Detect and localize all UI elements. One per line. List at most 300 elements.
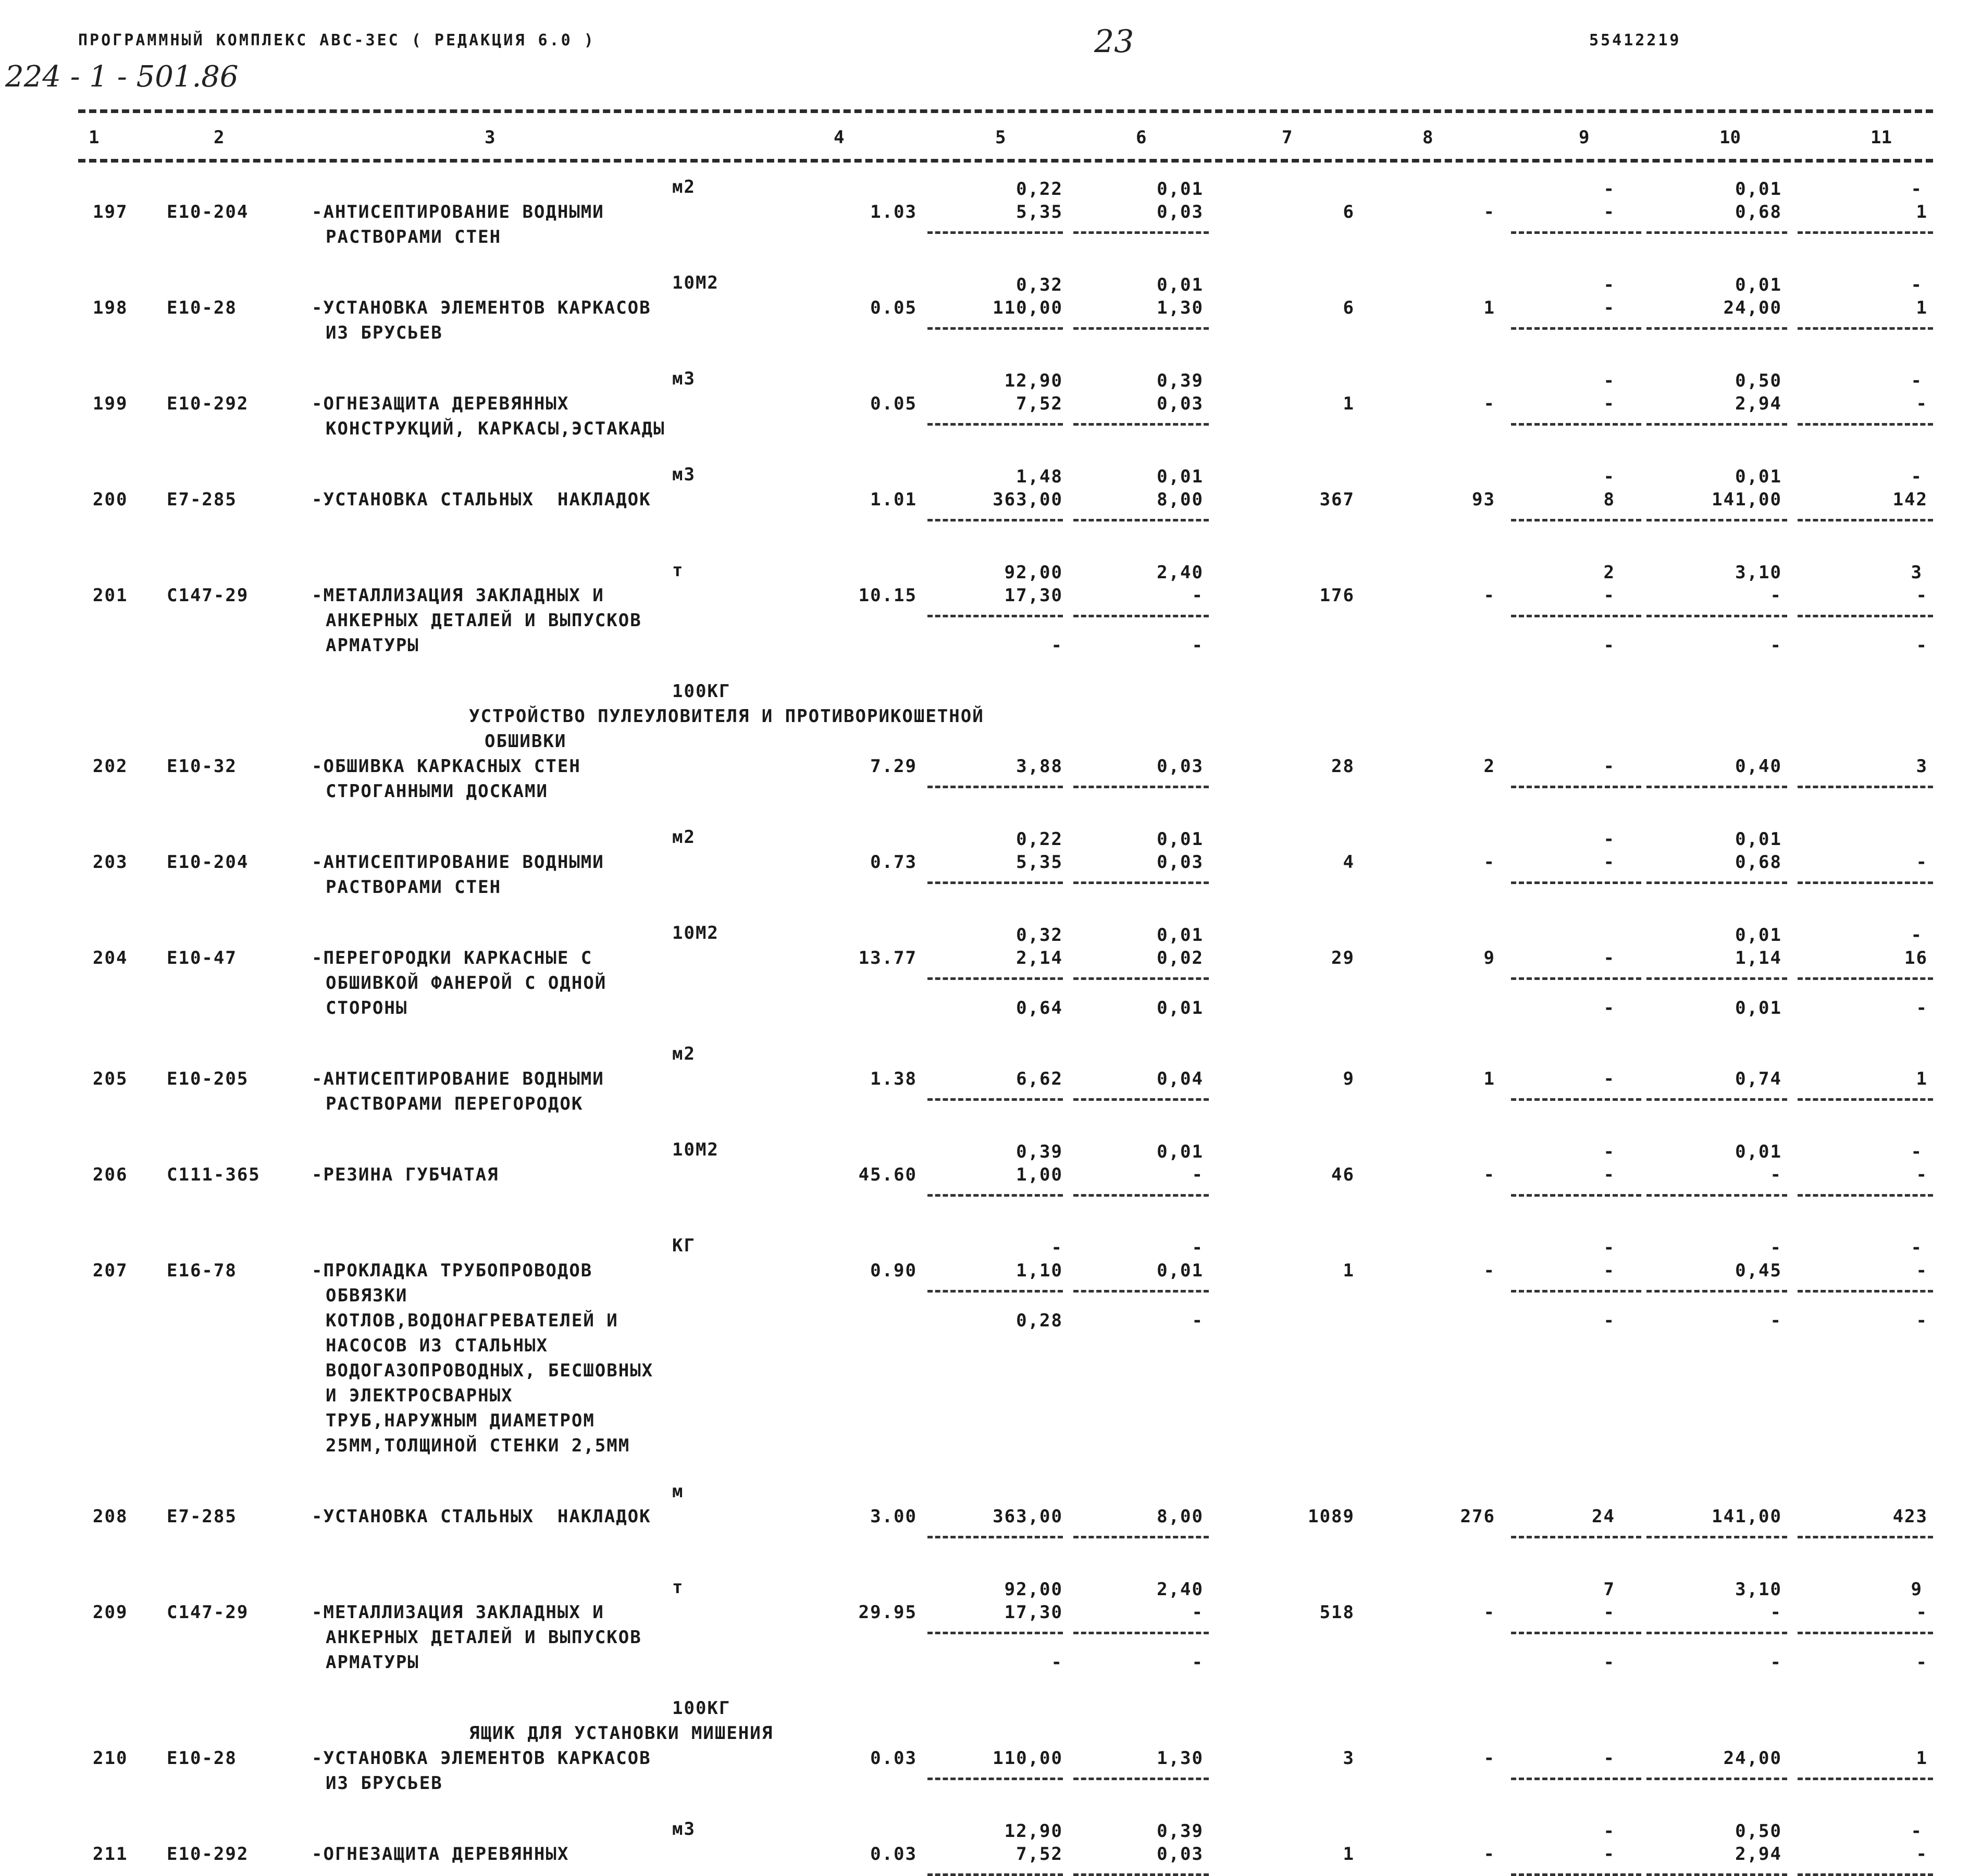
quantity: 10.15 (858, 585, 917, 606)
work-description: -РЕЗИНА ГУБЧАТАЯ (312, 1164, 499, 1185)
cell-separator (1073, 1536, 1209, 1538)
rate-code: Е10-28 (167, 1748, 237, 1769)
col10-upper: 3,10 (1735, 1579, 1782, 1600)
col6-value: 0,01 (1157, 1260, 1204, 1281)
row-number: 198 (93, 297, 128, 318)
quantity: 1.01 (870, 489, 917, 510)
col5-value: 3,88 (1016, 756, 1063, 777)
rate-code: Е7-285 (167, 489, 237, 510)
col6-value: 0,03 (1157, 393, 1204, 414)
col9-upper: - (1603, 179, 1615, 200)
quantity: 13.77 (858, 948, 917, 968)
col11-value: - (1916, 1260, 1928, 1281)
quantity: 3.00 (870, 1506, 917, 1527)
cell-separator (1073, 977, 1209, 980)
col5-upper: 1,48 (1016, 466, 1063, 487)
col11-upper: - (1911, 925, 1923, 946)
col10-value: 141,00 (1712, 489, 1782, 510)
col10-value: - (1770, 1602, 1782, 1623)
row-number: 207 (93, 1260, 128, 1281)
work-description: -МЕТАЛЛИЗАЦИЯ ЗАКЛАДНЫХ И (312, 1602, 604, 1623)
cell-separator (1073, 1098, 1209, 1101)
row-number: 209 (93, 1602, 128, 1623)
cell-separator (927, 327, 1063, 330)
col6-upper: 0,01 (1157, 925, 1204, 946)
row-number: 206 (93, 1164, 128, 1185)
rate-code: С111-365 (167, 1164, 261, 1185)
rate-code: С147-29 (167, 585, 249, 606)
col9-value: - (1603, 1260, 1615, 1281)
col11-upper: - (1911, 1141, 1923, 1162)
col10-upper: 3,10 (1735, 562, 1782, 583)
cell-separator (1073, 615, 1209, 617)
col9-upper: - (1603, 466, 1615, 487)
col11-value: - (1916, 1602, 1928, 1623)
quantity: 0.05 (870, 393, 917, 414)
col10-value: 141,00 (1712, 1506, 1782, 1527)
cell-separator (1798, 231, 1933, 234)
cell-separator (1073, 1873, 1209, 1876)
col6-upper: - (1192, 1237, 1204, 1258)
cell-separator (927, 881, 1063, 884)
rate-code: Е10-204 (167, 202, 249, 222)
col11-value: - (1916, 1164, 1928, 1185)
unit-of-measure: м2 (672, 177, 696, 197)
col11-lower: - (1916, 998, 1928, 1018)
cell-separator (1073, 1194, 1209, 1197)
col7-value: 46 (1331, 1164, 1355, 1185)
col10-value: - (1770, 585, 1782, 606)
col5-value: 17,30 (1004, 1602, 1063, 1623)
quantity: 0.03 (870, 1844, 917, 1865)
col7-value: 9 (1343, 1069, 1355, 1089)
col9-value: - (1603, 1844, 1615, 1865)
col9-value: - (1603, 297, 1615, 318)
col7-value: 1089 (1308, 1506, 1355, 1527)
work-description: ВОДОГАЗОПРОВОДНЫХ, БЕСШОВНЫХ (326, 1360, 654, 1381)
col6-lower: - (1192, 635, 1204, 656)
col7-value: 1 (1343, 1260, 1355, 1281)
col6-value: 0,03 (1157, 202, 1204, 222)
cell-separator (1646, 423, 1787, 426)
col5-value: 7,52 (1016, 393, 1063, 414)
col6-upper: 0,01 (1157, 1141, 1204, 1162)
col10-upper: - (1770, 1237, 1782, 1258)
work-description: -МЕТАЛЛИЗАЦИЯ ЗАКЛАДНЫХ И (312, 585, 604, 606)
col8-value: - (1483, 1164, 1495, 1185)
cell-separator (1073, 1632, 1209, 1634)
col7-value: 6 (1343, 202, 1355, 222)
cell-separator (1646, 615, 1787, 617)
column-number: 6 (1136, 127, 1147, 148)
cell-separator (1798, 1632, 1933, 1634)
col11-upper: - (1911, 179, 1923, 200)
col11-upper: - (1911, 370, 1923, 391)
col6-value: - (1192, 1164, 1204, 1185)
col5-upper: 0,39 (1016, 1141, 1063, 1162)
col11-upper: 9 (1911, 1579, 1923, 1600)
col6-value: 8,00 (1157, 1506, 1204, 1527)
col10-lower: 0,01 (1735, 998, 1782, 1018)
col10-upper: 0,01 (1735, 925, 1782, 946)
col5-upper: - (1051, 1237, 1063, 1258)
work-description: -ПРОКЛАДКА ТРУБОПРОВОДОВ (312, 1260, 593, 1281)
col5-upper: 0,32 (1016, 925, 1063, 946)
col9-lower: - (1603, 635, 1615, 656)
col10-upper: 0,01 (1735, 829, 1782, 850)
col9-value: - (1603, 1164, 1615, 1185)
work-description: -УСТАНОВКА ЭЛЕМЕНТОВ КАРКАСОВ (312, 297, 651, 318)
col5-upper: 92,00 (1004, 562, 1063, 583)
col9-upper: - (1603, 1237, 1615, 1258)
col6-value: 0,03 (1157, 756, 1204, 777)
col7-value: 176 (1319, 585, 1355, 606)
work-description: -АНТИСЕПТИРОВАНИЕ ВОДНЫМИ (312, 852, 604, 873)
col9-value: - (1603, 1748, 1615, 1769)
col8-value: 276 (1460, 1506, 1495, 1527)
row-number: 204 (93, 948, 128, 968)
cell-separator (1646, 1194, 1787, 1197)
work-description: РАСТВОРАМИ СТЕН (326, 877, 502, 898)
work-description: ТРУБ,НАРУЖНЫМ ДИАМЕТРОМ (326, 1410, 595, 1431)
col9-upper: - (1603, 275, 1615, 295)
col11-upper: 3 (1911, 562, 1923, 583)
col6-upper: 0,39 (1157, 370, 1204, 391)
cell-separator (1073, 786, 1209, 788)
col6-lower: - (1192, 1310, 1204, 1331)
cell-separator (927, 615, 1063, 617)
work-description: АНКЕРНЫХ ДЕТАЛЕЙ И ВЫПУСКОВ (326, 610, 642, 631)
col10-lower: - (1770, 1652, 1782, 1673)
col10-upper: 0,50 (1735, 370, 1782, 391)
work-description: -ПЕРЕГОРОДКИ КАРКАСНЫЕ С (312, 948, 593, 968)
cell-separator (927, 1778, 1063, 1780)
col11-value: 142 (1892, 489, 1928, 510)
col10-upper: 0,01 (1735, 275, 1782, 295)
col8-value: 1 (1483, 297, 1495, 318)
work-description: КОТЛОВ,ВОДОНАГРЕВАТЕЛЕЙ И (326, 1310, 618, 1331)
col8-value: - (1483, 1748, 1495, 1769)
work-description: НАСОСОВ ИЗ СТАЛЬНЫХ (326, 1335, 548, 1356)
quantity: 0.90 (870, 1260, 917, 1281)
cell-separator (1798, 1098, 1933, 1101)
cell-separator (1073, 519, 1209, 521)
unit-of-measure: м3 (672, 1819, 696, 1840)
rate-code: Е10-32 (167, 756, 237, 777)
col8-value: - (1483, 852, 1495, 873)
work-description: И ЭЛЕКТРОСВАРНЫХ (326, 1385, 513, 1406)
col9-value: - (1603, 756, 1615, 777)
col5-value: 17,30 (1004, 585, 1063, 606)
unit-of-measure: 10М2 (672, 923, 719, 943)
col6-upper: 0,01 (1157, 275, 1204, 295)
cell-separator (1511, 1290, 1641, 1293)
col9-upper: - (1603, 1821, 1615, 1842)
col6-value: 0,03 (1157, 1844, 1204, 1865)
work-description: -УСТАНОВКА ЭЛЕМЕНТОВ КАРКАСОВ (312, 1748, 651, 1769)
work-description: ОБШИВКОЙ ФАНЕРОЙ С ОДНОЙ (326, 973, 607, 993)
row-number: 201 (93, 585, 128, 606)
handwritten-reference: 224 - 1 - 501.86 (5, 60, 239, 94)
work-description: ИЗ БРУСЬЕВ (326, 322, 443, 343)
col5-value: 363,00 (993, 489, 1063, 510)
column-number: 10 (1719, 127, 1741, 148)
col7-value: 367 (1319, 489, 1355, 510)
col7-value: 518 (1319, 1602, 1355, 1623)
cell-separator (1646, 1778, 1787, 1780)
cell-separator (927, 1098, 1063, 1101)
col8-value: 93 (1472, 489, 1495, 510)
cell-separator (1511, 1098, 1641, 1101)
col5-value: 7,52 (1016, 1844, 1063, 1865)
cell-separator (1511, 327, 1641, 330)
col11-value: 16 (1904, 948, 1928, 968)
cell-separator (1646, 327, 1787, 330)
rate-code: Е10-292 (167, 393, 249, 414)
col11-upper: - (1911, 1821, 1923, 1842)
document-code: 55412219 (1589, 31, 1681, 49)
col9-value: - (1603, 852, 1615, 873)
col9-value: - (1603, 393, 1615, 414)
col5-value: 2,14 (1016, 948, 1063, 968)
col10-value: - (1770, 1164, 1782, 1185)
col9-upper: 7 (1603, 1579, 1615, 1600)
col7-value: 4 (1343, 852, 1355, 873)
section-heading: УСТРОЙСТВО ПУЛЕУЛОВИТЕЛЯ И ПРОТИВОРИКОШЕТНОЙ (469, 706, 984, 727)
row-number: 199 (93, 393, 128, 414)
col6-value: 8,00 (1157, 489, 1204, 510)
cell-separator (927, 1536, 1063, 1538)
section-heading: ОБШИВКИ (485, 731, 567, 752)
col11-value: 1 (1916, 202, 1928, 222)
col8-value: - (1483, 202, 1495, 222)
cell-separator (1646, 231, 1787, 234)
col5-upper: 12,90 (1004, 1821, 1063, 1842)
col9-upper: - (1603, 1141, 1615, 1162)
cell-separator (1511, 1536, 1641, 1538)
col9-value: - (1603, 585, 1615, 606)
cell-separator (1073, 881, 1209, 884)
cell-separator (1511, 786, 1641, 788)
cell-separator (1511, 615, 1641, 617)
col9-value: - (1603, 948, 1615, 968)
col8-value: 2 (1483, 756, 1495, 777)
quantity: 0.05 (870, 297, 917, 318)
unit-of-measure: м2 (672, 1043, 696, 1064)
col7-value: 6 (1343, 297, 1355, 318)
col6-value: 0,02 (1157, 948, 1204, 968)
col11-lower: - (1916, 1310, 1928, 1331)
col6-value: - (1192, 585, 1204, 606)
col5-value: 5,35 (1016, 852, 1063, 873)
work-description: АРМАТУРЫ (326, 635, 419, 656)
cell-separator (927, 1873, 1063, 1876)
col6-upper: 0,39 (1157, 1821, 1204, 1842)
col10-value: 0,68 (1735, 852, 1782, 873)
work-description: 25ММ,ТОЛЩИНОЙ СТЕНКИ 2,5ММ (326, 1435, 630, 1456)
cell-separator (1798, 1290, 1933, 1293)
rate-code: Е10-28 (167, 297, 237, 318)
cell-separator (1798, 327, 1933, 330)
unit-of-measure: м3 (672, 368, 696, 389)
unit-of-measure: 100КГ (672, 681, 731, 702)
col6-lower: 0,01 (1157, 998, 1204, 1018)
unit-of-measure: т (672, 1577, 684, 1598)
column-number: 1 (89, 127, 100, 148)
column-number: 4 (834, 127, 845, 148)
row-number: 208 (93, 1506, 128, 1527)
col11-upper: - (1911, 466, 1923, 487)
col11-value: 1 (1916, 1069, 1928, 1089)
cell-separator (1798, 423, 1933, 426)
col7-value: 28 (1331, 756, 1355, 777)
cell-separator (1511, 519, 1641, 521)
cell-separator (1798, 615, 1933, 617)
col6-upper: 0,01 (1157, 466, 1204, 487)
col9-value: - (1603, 1069, 1615, 1089)
unit-of-measure: 10М2 (672, 272, 719, 293)
col11-upper: - (1911, 275, 1923, 295)
cell-separator (1646, 1873, 1787, 1876)
col5-value: 1,00 (1016, 1164, 1063, 1185)
column-number: 8 (1422, 127, 1433, 148)
unit-of-measure: КГ (672, 1235, 696, 1256)
cell-separator (1798, 786, 1933, 788)
col11-value: - (1916, 393, 1928, 414)
column-number: 3 (485, 127, 496, 148)
col11-value: 3 (1916, 756, 1928, 777)
unit-of-measure: 100КГ (672, 1698, 731, 1719)
col7-value: 3 (1343, 1748, 1355, 1769)
col10-lower: - (1770, 635, 1782, 656)
work-description: -УСТАНОВКА СТАЛЬНЫХ НАКЛАДОК (312, 1506, 651, 1527)
col9-lower: - (1603, 998, 1615, 1018)
unit-of-measure: м (672, 1481, 684, 1502)
cell-separator (1511, 1194, 1641, 1197)
cell-separator (1511, 881, 1641, 884)
col5-value: 363,00 (993, 1506, 1063, 1527)
work-description: -ОГНЕЗАЩИТА ДЕРЕВЯННЫХ (312, 393, 569, 414)
col10-value: 0,68 (1735, 202, 1782, 222)
col10-upper: 0,01 (1735, 466, 1782, 487)
col6-value: 0,03 (1157, 852, 1204, 873)
cell-separator (927, 1194, 1063, 1197)
cell-separator (1511, 231, 1641, 234)
col7-value: 1 (1343, 1844, 1355, 1865)
col5-lower: 0,64 (1016, 998, 1063, 1018)
col6-upper: 0,01 (1157, 829, 1204, 850)
quantity: 45.60 (858, 1164, 917, 1185)
col6-upper: 0,01 (1157, 179, 1204, 200)
col8-value: - (1483, 393, 1495, 414)
col8-value: - (1483, 585, 1495, 606)
row-number: 200 (93, 489, 128, 510)
col6-value: 1,30 (1157, 297, 1204, 318)
column-number: 11 (1871, 127, 1892, 148)
work-description: -ОБШИВКА КАРКАСНЫХ СТЕН (312, 756, 581, 777)
col8-value: - (1483, 1260, 1495, 1281)
col5-value: 1,10 (1016, 1260, 1063, 1281)
col11-value: - (1916, 585, 1928, 606)
cell-separator (1073, 327, 1209, 330)
col6-lower: - (1192, 1652, 1204, 1673)
col5-lower: - (1051, 1652, 1063, 1673)
col11-value: 1 (1916, 1748, 1928, 1769)
col11-lower: - (1916, 1652, 1928, 1673)
col8-value: - (1483, 1844, 1495, 1865)
cell-separator (927, 786, 1063, 788)
cell-separator (1646, 1290, 1787, 1293)
col5-lower: 0,28 (1016, 1310, 1063, 1331)
cell-separator (927, 1290, 1063, 1293)
cell-separator (1798, 977, 1933, 980)
row-number: 202 (93, 756, 128, 777)
col11-value: 423 (1892, 1506, 1928, 1527)
rate-code: Е10-205 (167, 1069, 249, 1089)
col5-value: 110,00 (993, 297, 1063, 318)
work-description: КОНСТРУКЦИЙ, КАРКАСЫ,ЭСТАКАДЫ (326, 418, 665, 439)
col10-value: 24,00 (1723, 1748, 1782, 1769)
col9-value: - (1603, 1602, 1615, 1623)
cell-separator (1798, 519, 1933, 521)
column-number: 2 (214, 127, 225, 148)
col9-lower: - (1603, 1652, 1615, 1673)
col10-value: 1,14 (1735, 948, 1782, 968)
row-number: 211 (93, 1844, 128, 1865)
quantity: 0.03 (870, 1748, 917, 1769)
col10-value: 0,40 (1735, 756, 1782, 777)
unit-of-measure: 10М2 (672, 1139, 719, 1160)
col5-upper: 92,00 (1004, 1579, 1063, 1600)
col10-upper: 0,01 (1735, 179, 1782, 200)
quantity: 1.03 (870, 202, 917, 222)
unit-of-measure: м2 (672, 827, 696, 848)
cell-separator (927, 1632, 1063, 1634)
col11-upper: - (1911, 1237, 1923, 1258)
col6-upper: 2,40 (1157, 1579, 1204, 1600)
work-description: РАСТВОРАМИ ПЕРЕГОРОДОК (326, 1094, 584, 1114)
col9-value: 8 (1603, 489, 1615, 510)
col10-value: 2,94 (1735, 1844, 1782, 1865)
quantity: 1.38 (870, 1069, 917, 1089)
work-description: ИЗ БРУСЬЕВ (326, 1773, 443, 1794)
work-description: СТОРОНЫ (326, 998, 408, 1018)
work-description: -АНТИСЕПТИРОВАНИЕ ВОДНЫМИ (312, 1069, 604, 1089)
cell-separator (1073, 231, 1209, 234)
work-description: -АНТИСЕПТИРОВАНИЕ ВОДНЫМИ (312, 202, 604, 222)
work-description: ОБВЯЗКИ (326, 1285, 408, 1306)
row-number: 197 (93, 202, 128, 222)
quantity: 7.29 (870, 756, 917, 777)
col5-value: 110,00 (993, 1748, 1063, 1769)
cell-separator (1798, 1194, 1933, 1197)
cell-separator (927, 423, 1063, 426)
col9-lower: - (1603, 1310, 1615, 1331)
unit-of-measure: м3 (672, 464, 696, 485)
cell-separator (1798, 1536, 1933, 1538)
col5-upper: 0,32 (1016, 275, 1063, 295)
cell-separator (1646, 1632, 1787, 1634)
work-description: АРМАТУРЫ (326, 1652, 419, 1673)
quantity: 0.73 (870, 852, 917, 873)
column-number: 5 (995, 127, 1006, 148)
program-header: ПРОГРАММНЫЙ КОМПЛЕКС АВС-3ЕС ( РЕДАКЦИЯ 6.0 ) (78, 31, 596, 49)
col5-upper: 0,22 (1016, 829, 1063, 850)
col8-value: 9 (1483, 948, 1495, 968)
col10-upper: 0,50 (1735, 1821, 1782, 1842)
col9-value: 24 (1592, 1506, 1615, 1527)
cell-separator (927, 977, 1063, 980)
